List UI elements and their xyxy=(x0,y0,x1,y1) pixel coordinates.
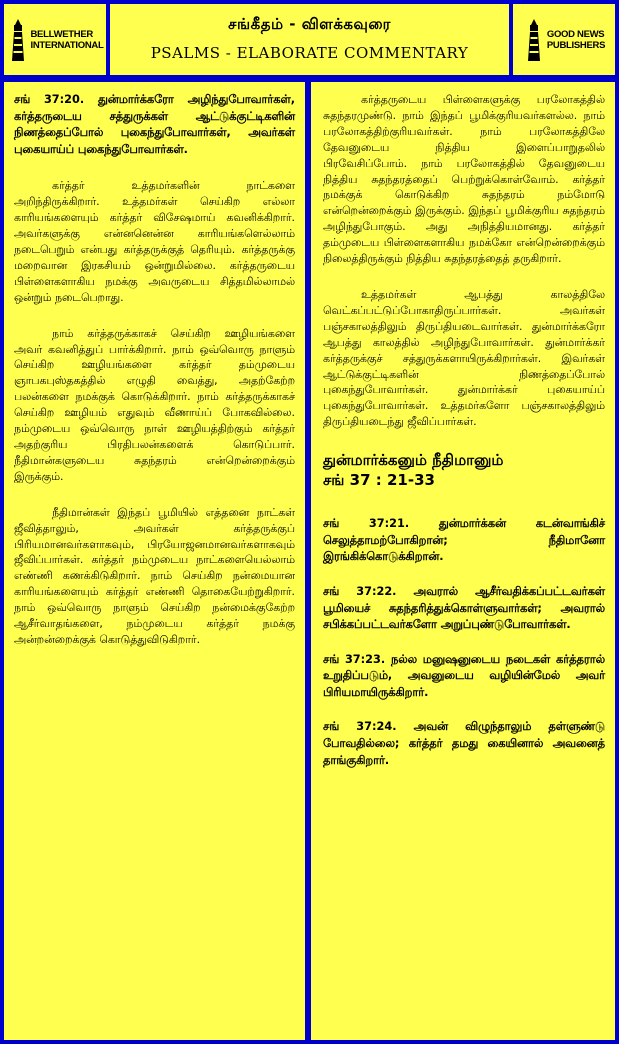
lighthouse-icon xyxy=(7,17,29,63)
section-heading-reference: சங் 37 : 21-33 xyxy=(323,471,435,490)
title-tamil: சங்கீதம் - விளக்கவுரை xyxy=(228,15,391,33)
bellwether-logo-text xyxy=(31,29,104,51)
logo-right-line1: GOOD NEWS xyxy=(546,28,605,40)
verse-37-20: சங் 37:20. துன்மார்க்கரோ அழிந்துபோவார்கள், கர்த்தருடைய சத்துருக்கள் ஆட்டுக்குட்டிகளின் நிணத்தைப்போல் புகைந்துபோவார்கள், அவர்கள் புகையாய்ப் புகைந்துபோவார்கள். xyxy=(14,93,295,156)
title-english: PSALMS - ELABORATE COMMENTARY xyxy=(150,44,469,62)
verse-37-21: சங் 37:21. துன்மார்க்கன் கடன்வாங்கிச் செலுத்தாமற்போகிறான்; நீதிமானோ இரங்கிக்கொடுக்கிறான். xyxy=(323,517,605,564)
page-header xyxy=(110,4,509,75)
section-heading xyxy=(323,450,605,490)
logo-left-line1: BELLWETHER xyxy=(30,28,93,40)
left-column xyxy=(4,82,305,1040)
lighthouse-icon xyxy=(523,17,545,63)
section-heading-title: துன்மார்க்கனும் நீதிமானும் xyxy=(323,451,504,470)
logo-right-line2: PUBLISHERS xyxy=(546,39,606,51)
good-news-logo xyxy=(513,4,615,75)
logo-left-line2: INTERNATIONAL xyxy=(30,39,104,51)
right-column xyxy=(311,82,615,1040)
paragraph: நாம் கர்த்தருக்காகச் செய்கிற ஊழியங்களை அவர் கவனித்துப் பார்க்கிறார். நாம் ஒவ்வொரு நாளும் செய்கிற ஊழியங்களை கர்த்தர் தம்முடைய ஞாபகபுஸ்தகத்தில் எழுதி வைத்து, அதற்கேற்ற பலன்களை நமக்குக் கொடுக்கிறார். நாம் கர்த்தருக்காகச் செய்கிற ஊழியம் எதுவும் வீணாய்ப் போகவில்லை. நம்முடைய ஒவ்வொரு நாள் ஊழியத்திற்கும் கர்த்தர் அதற்குரிய பிரதிபலன்களைக் கொடுப்பார். நீதிமான்களுடைய சுதந்தரம் என்றென்றைக்கும் இருக்கும். xyxy=(14,326,295,483)
paragraph: கர்த்தருடைய பிள்ளைகளுக்கு பரலோகத்தில் சுதந்தரமுண்டு. நாம் இந்தப் பூமிக்குரியவர்களல்ல. நாம் பரலோகத்திற்குரியவர்கள். நாம் பரலோகத்திலே தேவனுடைய நித்திய இளைப்பாறுதலில் பிரவேசிப்போம். நாம் பரலோகத்தில் தேவனுடைய நித்திய சுதந்தரத்தைப் பெற்றுக்கொள்வோம். கர்த்தர் நமக்குக் கொடுக்கிற சுதந்தரம் நம்மோடு என்றென்றைக்கும் இருக்கும். இந்தப் பூமிக்குரிய சுதந்தரம் அழிந்துபோகும். அது அநித்தியமானது. கர்த்தர் தம்முடைய பிள்ளைகளாகிய நமக்கோ என்றென்றைக்கும் நிலைத்திருக்கும் நித்திய சுதந்தரத்தைத் தருகிறார். xyxy=(323,93,605,266)
paragraph: கர்த்தர் உத்தமர்களின் நாட்களை அறிந்திருக்கிறார். உத்தமர்கள் செய்கிற எல்லா காரியங்களையும் கர்த்தர் விசேஷமாய் கவனிக்கிறார். அவர்களுக்கு என்னனென்ன காரியங்களெல்லாம் நடைபெறும் என்பது கர்த்தருக்குத் தெரியும். கர்த்தருக்கு மறைவான இரகசியம் ஒன்றுமில்லை. கர்த்தருடைய பிள்ளைகளாகிய நமக்கு அவருடைய சித்தமில்லாமல் ஒன்றும் நடைபெறாது. xyxy=(14,179,295,304)
verse-37-22: சங் 37:22. அவரால் ஆசீர்வதிக்கப்பட்டவர்கள் பூமியைச் சுதந்தரித்துக்கொள்ளுவார்கள்; அவரால் சபிக்கப்பட்டவர்களோ அறுப்புண்டுபோவார்கள். xyxy=(323,584,605,632)
verse-37-24: சங் 37:24. அவன் விழுந்தாலும் தள்ளுண்டு போவதில்லை; கர்த்தர் தமது கையினால் அவனைத் தாங்குகிறார். xyxy=(323,720,605,767)
verse-37-23: சங் 37:23. நல்ல மனுஷனுடைய நடைகள் கர்த்தரால் உறுதிப்படும், அவனுடைய வழியின்மேல் அவர் பிரியமாயிருக்கிறார். xyxy=(323,652,605,699)
paragraph: நீதிமான்கள் இந்தப் பூமியில் எத்தனை நாட்கள் ஜீவித்தாலும், அவர்கள் கர்த்தருக்குப் பிரியமானவர்களாகவும், பிரயோஜனமானவர்களாகவும் ஜீவிப்பார்கள். கர்த்தர் நம்முடைய நாட்களையெல்லாம் எண்ணி கணக்கிடுகிறார். நாம் செய்கிற நன்மையான காரியங்களையும் கர்த்தர் எண்ணி தொகையேற்றுகிறார். நாம் ஒவ்வொரு நாளும் செய்கிற நன்மைக்குகேற்ற ஆசீர்வாதங்களை, நம்முடைய கர்த்தர் நமக்கு அன்றன்றைக்குக் கொடுத்துவிடுகிறார். xyxy=(14,505,295,646)
paragraph: உத்தமர்கள் ஆபத்து காலத்திலே வெட்கப்பட்டுப்போகாதிருப்பார்கள். அவர்கள் பஞ்சகாலத்திலும் திருப்தியடைவார்கள். துன்மார்க்கரோ ஆபத்து காலத்தில் அழிந்துபோவார்கள். துன்மார்க்கர் கர்த்தருக்குச் சத்துருக்களாயிருக்கிறார்கள். இவர்கள் ஆட்டுக்குட்டிகளின் நிணத்தைப்போல் புகைந்துபோவார்கள். துன்மார்க்கர் புகையாய்ப் புகைந்துபோவார்கள். உத்தமர்களோ பஞ்சகாலத்திலும் திருப்தியடைந்து ஜீவிப்பார்கள். xyxy=(323,287,605,429)
good-news-logo-text xyxy=(547,29,605,51)
bellwether-logo xyxy=(4,4,106,75)
